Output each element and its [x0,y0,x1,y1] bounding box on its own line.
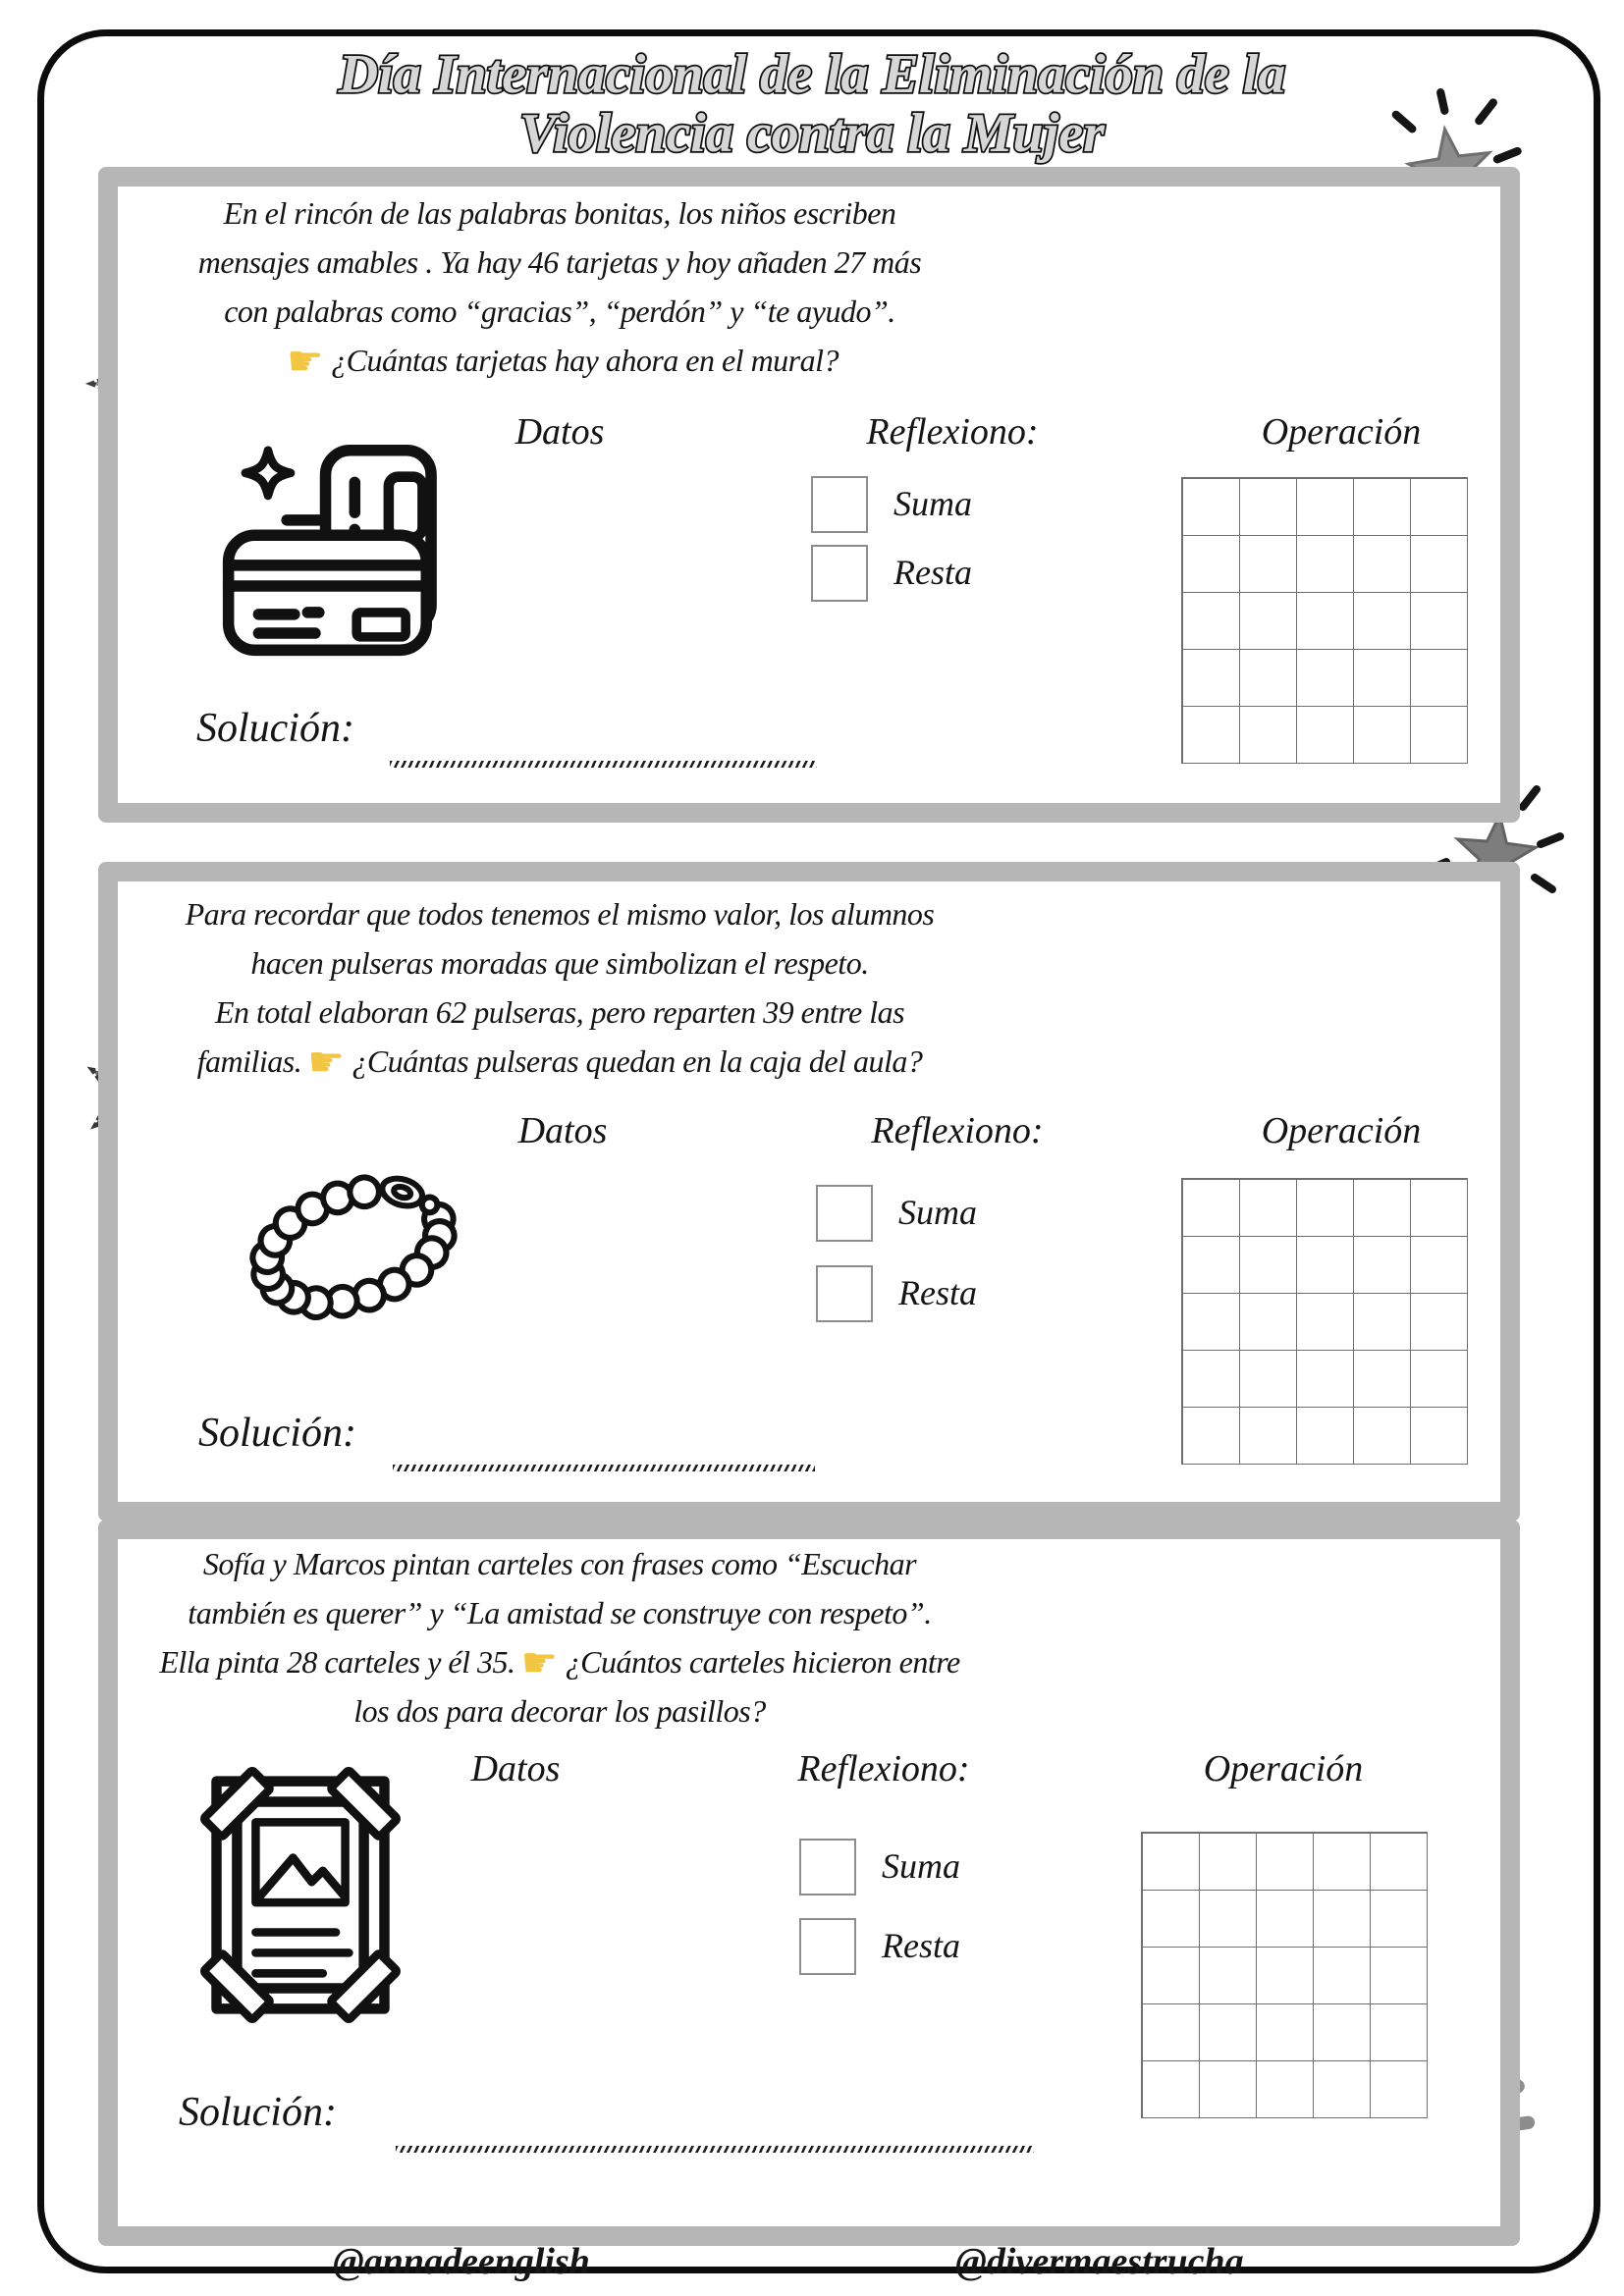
pointing-hand-icon: ☛ [520,1641,558,1686]
page-title-line1: Día Internacional de la Eliminación de la [338,44,1286,105]
operacion-header: Operación [1261,411,1422,453]
problem-question: familias. ☛ ¿Cuántas pulseras quedan en la caja del aula? [196,1041,923,1086]
problem-line: En total elaboran 62 pulseras, pero reparten 39 entre las [214,994,905,1030]
problem-line: hacen pulseras moradas que simbolizan el respeto. [250,945,869,981]
problem-question: Ella pinta 28 carteles y él 35. ☛ ¿Cuántos carteles hicieron entre [159,1641,960,1686]
suma-checkbox[interactable] [816,1185,873,1242]
operacion-header: Operación [1261,1110,1422,1151]
resta-label: Resta [882,1926,960,1965]
operation-grid[interactable] [1181,1178,1468,1465]
operation-grid[interactable] [1181,477,1468,764]
problem-2-text [118,889,1001,1086]
resta-checkbox[interactable] [816,1265,873,1322]
footer-handle-right: @divermaestrucha [955,2241,1244,2282]
bracelet-icon [216,1148,491,1345]
solucion-label: Solución: [179,2090,337,2135]
solucion-label: Solución: [196,706,354,751]
problem-question: ☛ ¿Cuántas tarjetas hay ahora en el mural? [286,340,839,385]
problem-line: mensajes amables . Ya hay 46 tarjetas y hoy añaden 27 más [197,244,922,280]
resta-label: Resta [898,1273,977,1312]
problem-line: también es querer” y “La amistad se construye con respeto”. [188,1595,932,1630]
pointing-hand-icon: ☛ [307,1041,345,1086]
resta-checkbox[interactable] [811,545,868,602]
resta-checkbox[interactable] [799,1918,856,1975]
solution-line[interactable] [396,2146,1034,2153]
solution-line[interactable] [393,1465,815,1471]
datos-header: Datos [470,1748,561,1789]
suma-checkbox[interactable] [799,1839,856,1896]
problem-box-3 [98,1520,1520,2246]
problem-line: con palabras como “gracias”, “perdón” y “te ayudo”. [224,294,895,329]
problem-question-cont: los dos para decorar los pasillos? [353,1693,766,1729]
problem-line: Para recordar que todos tenemos el mismo valor, los alumnos [185,896,935,932]
solution-line[interactable] [390,761,817,768]
suma-label: Suma [898,1193,977,1232]
reflexiono-header: Reflexiono: [871,1110,1044,1151]
problem-box-1 [98,167,1520,823]
problem-1-text [118,188,1001,385]
pointing-hand-icon: ☛ [286,340,324,385]
solucion-label: Solución: [198,1411,356,1456]
footer-handle-left: @annadeenglish [333,2241,590,2282]
greeting-cards-icon [211,422,442,658]
poster-icon [189,1755,412,2035]
reflexiono-header: Reflexiono: [866,411,1039,453]
suma-label: Suma [882,1846,960,1886]
problem-line: En el rincón de las palabras bonitas, los niños escriben [223,195,896,231]
reflexiono-header: Reflexiono: [797,1748,970,1789]
resta-label: Resta [893,553,972,592]
operacion-header: Operación [1203,1748,1364,1789]
suma-checkbox[interactable] [811,476,868,533]
problem-line: Sofía y Marcos pintan carteles con frases como “Escuchar [202,1546,917,1581]
problem-3-text [118,1539,1001,1735]
problem-box-2 [98,862,1520,1522]
datos-header: Datos [514,411,605,453]
operation-grid[interactable] [1141,1832,1428,2118]
suma-label: Suma [893,484,972,523]
page-title-line2: Violencia contra la Mujer [519,103,1105,164]
datos-header: Datos [517,1110,608,1151]
